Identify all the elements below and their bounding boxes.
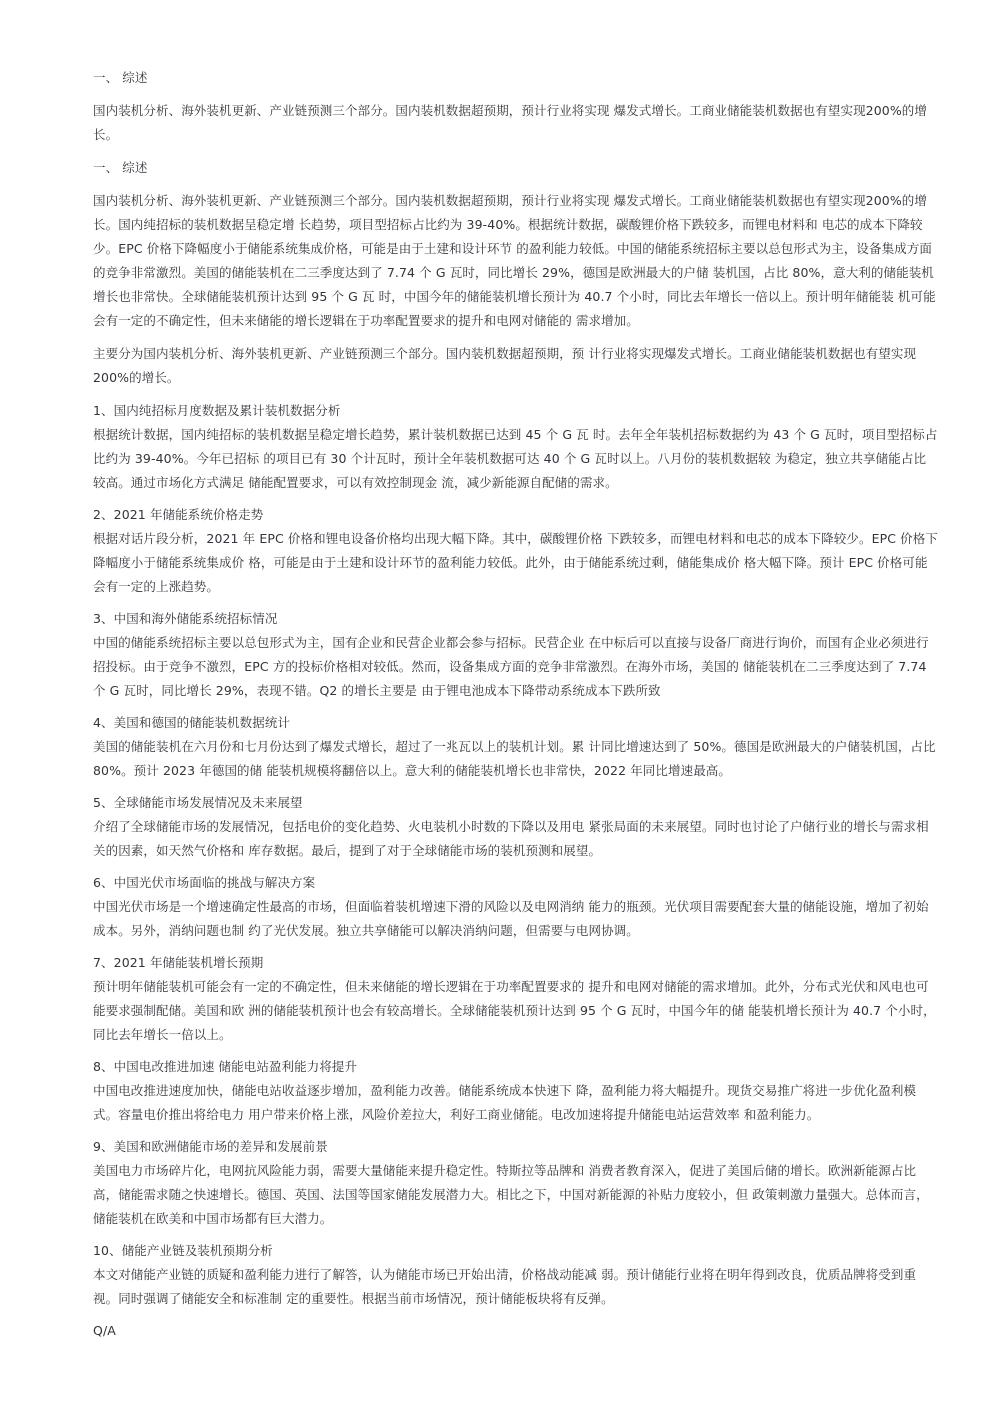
section-body: 介绍了全球储能市场的发展情况，包括电价的变化趋势、火电装机小时数的下降以及用电 紧张局面的未来展望。同时也讨论了户储行业的增长与需求相关的因素，如天然气价格和 库存数据。最后，提到了对于全球储能市场的装机预测和展望。 (93, 819, 929, 858)
section-1 (93, 399, 938, 495)
section-body: 本文对储能产业链的质疑和盈利能力进行了解答，认为储能市场已开始出清，价格战动能减 弱。预计储能行业将在明年得到改良，优质品牌将受到重视。同时强调了储能安全和标准制 定的重要性。根据当前市场情况，预计储能板块将有反弹。 (93, 1267, 917, 1306)
section-body: 中国的储能系统招标主要以总包形式为主，国有企业和民营企业都会参与招标。民营企业 在中标后可以直接与设备厂商进行询价，而国有企业必须进行招投标。由于竞争不激烈，EPC 方的投标价格相对较低。然而，设备集成方面的竞争非常激烈。在海外市场，美国的 储能装机在二三季度达到了 7.74 个 G 瓦时，同比增长 29%，表现不错。Q2 的增长主要是 由于锂电池成本下降带动系统成本下跌所致 (93, 635, 929, 698)
section-title: 9、美国和欧洲储能市场的差异和发展前景 (93, 1139, 328, 1154)
section-title: 5、全球储能市场发展情况及未来展望 (93, 795, 303, 810)
qa-heading: Q/A (93, 1323, 116, 1338)
section-body: 美国电力市场碎片化，电网抗风险能力弱，需要大量储能来提升稳定性。特斯拉等品牌和 消费者教育深入，促进了美国后储的增长。欧洲新能源占比高，储能需求随之快速增长。德国、英国、法国等国家储能发展潜力大。相比之下，中国对新能源的补贴力度较小，但 政策刺激力量强大。总体而言，储能装机在欧美和中国市场都有巨大潜力。 (93, 1163, 929, 1226)
section-title: 6、中国光伏市场面临的挑战与解决方案 (93, 875, 316, 890)
section-title: 4、美国和德国的储能装机数据统计 (93, 715, 291, 730)
section-heading-overview-repeat: 一、 综述 (93, 160, 148, 175)
section-body: 根据统计数据，国内纯招标的装机数据呈稳定增长趋势，累计装机数据已达到 45 个 G 瓦 时。去年全年装机招标数据约为 43 个 G 瓦时，项目型招标占比约为 39-40%。今年已招标 的项目已有 30 个计瓦时，预计全年装机数据可达 40 个 G 瓦时以上。八月份的装机数据较 为稳定，独立共享储能占比较高。通过市场化方式满足 储能配置要求，可以有效控制现金 流，减少新能源自配储的需求。 (93, 427, 938, 490)
section-3 (93, 607, 938, 703)
section-title: 3、中国和海外储能系统招标情况 (93, 611, 278, 626)
section-body: 预计明年储能装机可能会有一定的不确定性，但未来储能的增长逻辑在于功率配置要求的 提升和电网对储能的需求增加。此外，分布式光伏和风电也可能要求强制配储。美国和欧 洲的储能装机预计也会有较高增长。全球储能装机预计达到 95 个 G 瓦时，中国今年的储 能装机增长预计为 40.7 个小时，同比去年增长一倍以上。 (93, 979, 936, 1042)
section-title: 1、国内纯招标月度数据及累计装机数据分析 (93, 403, 341, 418)
section-2 (93, 503, 938, 599)
section-9 (93, 1135, 938, 1231)
section-7 (93, 951, 938, 1047)
section-5 (93, 791, 938, 863)
overview-paragraph: 国内装机分析、海外装机更新、产业链预测三个部分。国内装机数据超预期，预计行业将实现 爆发式增长。工商业储能装机数据也有望实现200%的增长。 (93, 103, 928, 142)
section-body: 美国的储能装机在六月份和七月份达到了爆发式增长，超过了一兆瓦以上的装机计划。累 计同比增速达到了 50%。德国是欧洲最大的户储装机国，占比 80%。预计 2023 年德国的储 能装机规模将翻倍以上。意大利的储能装机增长也非常快，2022 年同比增速最高。 (93, 739, 936, 778)
section-4 (93, 711, 938, 783)
section-title: 10、储能产业链及装机预期分析 (93, 1243, 273, 1258)
section-title: 8、中国电改推进加速 储能电站盈利能力将提升 (93, 1059, 358, 1074)
section-title: 7、2021 年储能装机增长预期 (93, 955, 264, 970)
section-body: 中国电改推进速度加快，储能电站收益逐步增加，盈利能力改善。储能系统成本快速下 降，盈利能力将大幅提升。现货交易推广将进一步优化盈利模式。容量电价推出将给电力 用户带来价格上涨，风险价差拉大，利好工商业储能。电改加速将提升储能电站运营效率 和盈利能力。 (93, 1083, 917, 1122)
section-8 (93, 1055, 938, 1127)
section-heading-overview: 一、 综述 (93, 70, 148, 85)
overview-paragraph-detailed: 国内装机分析、海外装机更新、产业链预测三个部分。国内装机数据超预期，预计行业将实现 爆发式增长。工商业储能装机数据也有望实现200%的增长。国内纯招标的装机数据呈稳定增 长趋势，项目型招标占比约为 39-40%。根据统计数据，碳酸锂价格下跌较多，而锂电材料和 电芯的成本下降较少。EPC 价格下降幅度小于储能系统集成价格，可能是由于土建和设计环节 的盈利能力较低。中国的储能系统招标主要以总包形式为主，设备集成方面的竞争非常激烈。美国的储能装机在二三季度达到了 7.74 个 G 瓦时，同比增长 29%，德国是欧洲最大的户储 装机国，占比 80%，意大利的储能装机增长也非常快。全球储能装机预计达到 95 个 G 瓦 时，中国今年的储能装机增长预计为 40.7 个小时，同比去年增长一倍以上。预计明年储能装 机可能会有一定的不确定性，但未来储能的增长逻辑在于功率配置要求的提升和电网对储能的 需求增加。 (93, 193, 936, 328)
document-body (93, 66, 938, 1343)
section-10 (93, 1239, 938, 1311)
overview-paragraph-summary: 主要分为国内装机分析、海外装机更新、产业链预测三个部分。国内装机数据超预期，预 计行业将实现爆发式增长。工商业储能装机数据也有望实现 200%的增长。 (93, 346, 917, 385)
section-title: 2、2021 年储能系统价格走势 (93, 507, 264, 522)
section-body: 根据对话片段分析，2021 年 EPC 价格和锂电设备价格均出现大幅下降。其中，碳酸锂价格 下跌较多，而锂电材料和电芯的成本下降较少。EPC 价格下降幅度小于储能系统集成价 格，可能是由于土建和设计环节的盈利能力较低。此外，由于储能系统过剩，储能集成价 格大幅下降。预计 EPC 价格可能会有一定的上涨趋势。 (93, 531, 938, 594)
section-body: 中国光伏市场是一个增速确定性最高的市场，但面临着装机增速下滑的风险以及电网消纳 能力的瓶颈。光伏项目需要配套大量的储能设施，增加了初始成本。另外，消纳问题也制 约了光伏发展。独立共享储能可以解决消纳问题，但需要与电网协调。 (93, 899, 929, 938)
section-6 (93, 871, 938, 943)
